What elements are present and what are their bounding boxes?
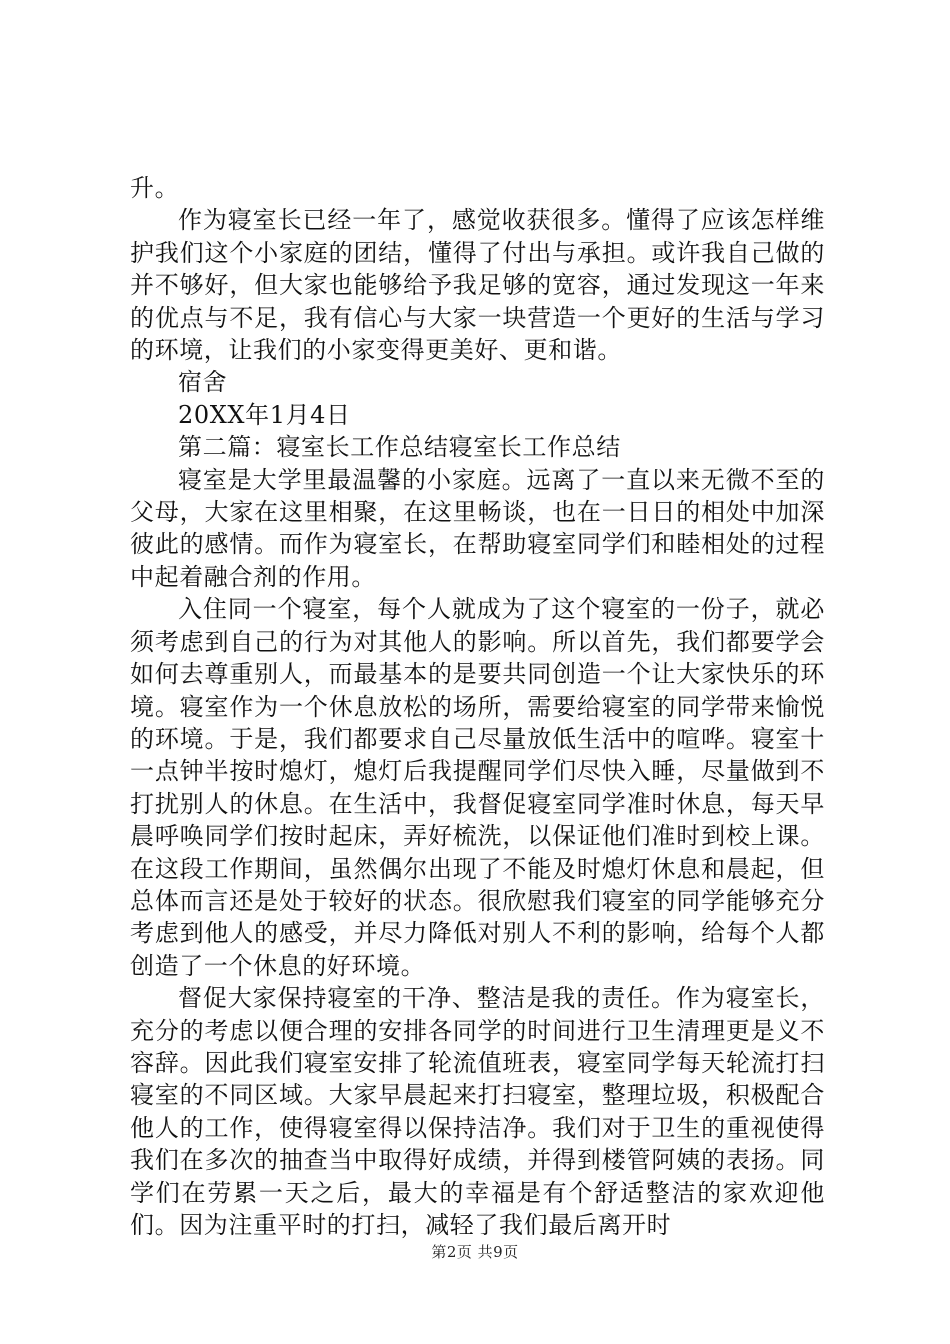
paragraph-intro: 寝室是大学里最温馨的小家庭。远离了一直以来无微不至的父母，大家在这里相聚，在这里畅谈，也在一日日的相处中加深彼此的感情。而作为寝室长，在帮助寝室同学们和睦相处的过程中起着融合剂的作用。 (130, 465, 825, 591)
signature-dormitory: 宿舍 (178, 368, 228, 397)
paragraph-summary: 作为寝室长已经一年了，感觉收获很多。懂得了应该怎样维护我们这个小家庭的团结，懂得了付出与承担。或许我自己做的并不够好，但大家也能够给予我足够的宽容，通过发现这一年来的优点与不足，我有信心与大家一块营造一个更好的生活与学习的环境，让我们的小家变得更美好、更和谐。 (130, 206, 825, 365)
section-heading: 第二篇：寝室长工作总结寝室长工作总结 (178, 433, 621, 462)
paragraph-hygiene: 督促大家保持寝室的干净、整洁是我的责任。作为寝室长，充分的考虑以便合理的安排各同学的时间进行卫生清理更是义不容辞。因此我们寝室安排了轮流值班表，寝室同学每天轮流打扫寝室的不同区域。大家早晨起来打扫寝室，整理垃圾，积极配合他人的工作，使得寝室得以保持洁净。我们对于卫生的重视使得我们在多次的抽查当中取得好成绩，并得到楼管阿姨的表扬。同学们在劳累一天之后，最大的幸福是有个舒适整洁的家欢迎他们。因为注重平时的打扫，减轻了我们最后离开时 (130, 984, 825, 1239)
paragraph-rest: 入住同一个寝室，每个人就成为了这个寝室的一份子，就必须考虑到自己的行为对其他人的影响。所以首先，我们都要学会如何去尊重别人，而最基本的是要共同创造一个让大家快乐的环境。寝室作为一个休息放松的场所，需要给寝室的同学带来愉悦的环境。于是，我们都要求自己尽量放低生活中的喧哗。寝室十一点钟半按时熄灯，熄灯后我提醒同学们尽快入睡，尽量做到不打扰别人的休息。在生活中，我督促寝室同学准时休息，每天早晨呼唤同学们按时起床，弄好梳洗，以保证他们准时到校上课。在这段工作期间，虽然偶尔出现了不能及时熄灯休息和晨起，但总体而言还是处于较好的状态。很欣慰我们寝室的同学能够充分考虑到他人的感受，并尽力降低对别人不利的影响，给每个人都创造了一个休息的好环境。 (130, 595, 825, 980)
paragraph-continuation: 升。 (130, 174, 180, 202)
document-body (130, 172, 825, 1241)
signature-date: 20XX年1月4日 (178, 400, 351, 429)
page-number: 第2页 共9页 (431, 1243, 519, 1261)
